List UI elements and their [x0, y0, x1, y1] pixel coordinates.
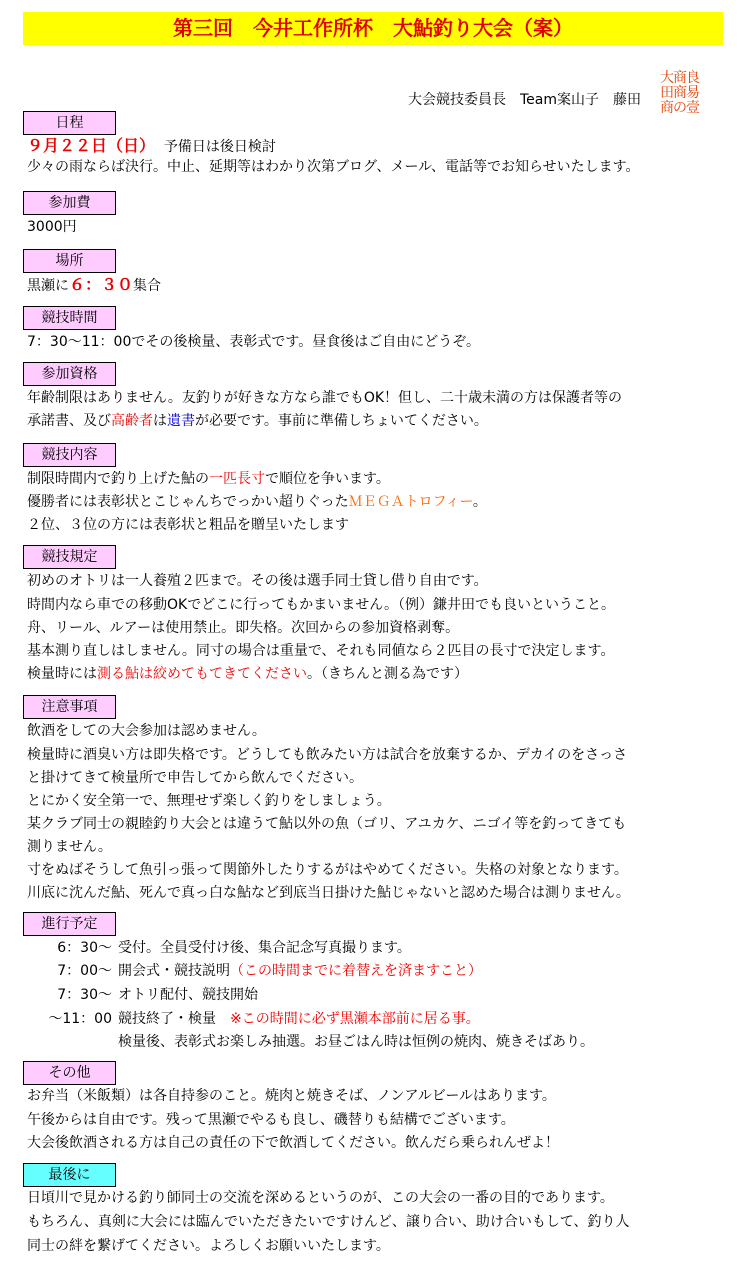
- fee-value: 3000円: [27, 219, 77, 235]
- final-line: もちろん、真剣に大会には臨んでいただきたいですけんど、譲り合い、助け合いもして、釣り人: [27, 1214, 630, 1230]
- section-label-qualification: 参加資格: [23, 362, 116, 386]
- other-line: 大会後飲酒される方は自己の責任の下で飲酒してください。飲んだら乗られんぜよ！: [27, 1135, 559, 1151]
- section-label-final: 最後に: [23, 1163, 116, 1187]
- content-line-3: ２位、３位の方には表彰状と粗品を贈呈いたします: [27, 517, 349, 533]
- progress-time: 〜11：00: [48, 1011, 112, 1027]
- content-line-1: 制限時間内で釣り上げた鮎の一匹長寸で順位を争います。: [27, 471, 390, 487]
- progress-extra: 検量後、表彰式お楽しみ抽選。お昼ごはん時は恒例の焼肉、焼きそばあり。: [118, 1034, 594, 1050]
- final-line: 同士の絆を繋げてください。よろしくお願いいたします。: [27, 1238, 390, 1254]
- seal-stamp: 大商良 田商易 商の壹: [660, 70, 699, 116]
- notes-line: とにかく安全第一で、無理せず楽しく釣りをしましょう。: [27, 793, 391, 809]
- progress-time: 7：00〜: [57, 963, 112, 979]
- progress-time: 7：30〜: [57, 987, 112, 1003]
- notes-line: 飲酒をしての大会参加は認めません。: [27, 723, 266, 739]
- section-label-place: 場所: [23, 249, 116, 273]
- section-label-time: 競技時間: [23, 306, 116, 330]
- date-line: [27, 135, 276, 158]
- content-line-2: 優勝者には表彰状とこじゃんちでっかい超りぐったＭＥＧＡトロフィー。: [27, 494, 487, 510]
- qualification-line-1: 年齢制限はありません。友釣りが好きな方なら誰でもOK！但し、二十歳未満の方は保護者等の: [27, 390, 623, 406]
- qualification-line-2: 承諾書、及び高齢者は遺書が必要です。事前に準備しちょいてください。: [27, 413, 488, 429]
- final-line: 日頃川で見かける釣り師同士の交流を深めるというのが、この大会の一番の目的であります。: [27, 1190, 614, 1206]
- notes-line: 某クラブ同士の親睦釣り大会とは違うて鮎以外の魚（ゴリ、アユカケ、ニゴイ等を釣ってきても: [27, 816, 627, 832]
- section-label-notes: 注意事項: [23, 695, 116, 719]
- progress-item: 開会式・競技説明（この時間までに着替えを済ますこと）: [118, 963, 482, 979]
- progress-item: 受付。全員受付け後、集合記念写真撮ります。: [118, 940, 411, 956]
- other-line: 午後からは自由です。残って黒瀬でやるも良し、磯替りも結構でございます。: [27, 1112, 515, 1128]
- place-line: 黒瀬に６：３０集合: [27, 275, 162, 294]
- notes-line: 寸をぬばそうして魚引っ張って関節外したりするがはやめてください。失格の対象となります。: [27, 862, 628, 878]
- rules-line-2: 時間内なら車での移動OKでどこに行ってもかまいません。（例）鎌井田でも良いということ。: [27, 597, 616, 613]
- other-line: お弁当（米飯類）は各自持参のこと。焼肉と焼きそば、ノンアルビールはあります。: [27, 1088, 556, 1104]
- progress-time: 6：30〜: [57, 940, 112, 956]
- author-line: 大会競技委員長 Team案山子 藤田: [408, 92, 642, 108]
- notes-line: 検量時に酒臭い方は即失格です。どうしても飲みたい方は試合を放棄するか、デカイのをさっさ: [27, 747, 628, 763]
- section-label-rules: 競技規定: [23, 545, 116, 569]
- notes-line: と掛けてきて検量所で申告してから飲んでください。: [27, 770, 363, 786]
- reserve-day: 予備日は後日検討: [163, 139, 276, 155]
- time-line: 7：30〜11：00でその後検量、表彰式です。昼食後はご自由にどうぞ。: [27, 334, 480, 350]
- section-label-progress: 進行予定: [23, 912, 116, 936]
- progress-item: 競技終了・検量 ※この時間に必ず黒瀬本部前に居る事。: [118, 1011, 480, 1027]
- section-label-fee: 参加費: [23, 191, 116, 215]
- event-date: ９月２２日（日）: [27, 136, 156, 155]
- section-label-content: 競技内容: [23, 443, 116, 467]
- notes-line: 測りません。: [27, 839, 112, 855]
- rain-note: 少々の雨ならば決行。中止、延期等はわかり次第ブログ、メール、電話等でお知らせいたします。: [27, 159, 640, 175]
- rules-line-1: 初めのオトリは一人養殖２匹まで。その後は選手同士貸し借り自由です。: [27, 573, 488, 589]
- rules-line-3: 舟、リール、ルアーは使用禁止。即失格。次回からの参加資格剥奪。: [27, 620, 460, 636]
- gather-time: ６：３０: [69, 275, 134, 294]
- notes-line: 川底に沈んだ鮎、死んで真っ白な鮎など到底当日掛けた鮎じゃないと認めた場合は測りません。: [27, 885, 630, 901]
- progress-item: オトリ配付、競技開始: [118, 987, 258, 1003]
- rules-line-4: 基本測り直しはしません。同寸の場合は重量で、それも同値なら２匹目の長寸で決定します。: [27, 643, 615, 659]
- section-label-other: その他: [23, 1061, 116, 1085]
- page-title: 第三回 今井工作所杯 大鮎釣り大会（案）: [23, 12, 723, 45]
- section-label-schedule: 日程: [23, 111, 116, 135]
- rules-line-5: 検量時には測る鮎は絞めてもてきてください。（きちんと測る為です）: [27, 666, 468, 682]
